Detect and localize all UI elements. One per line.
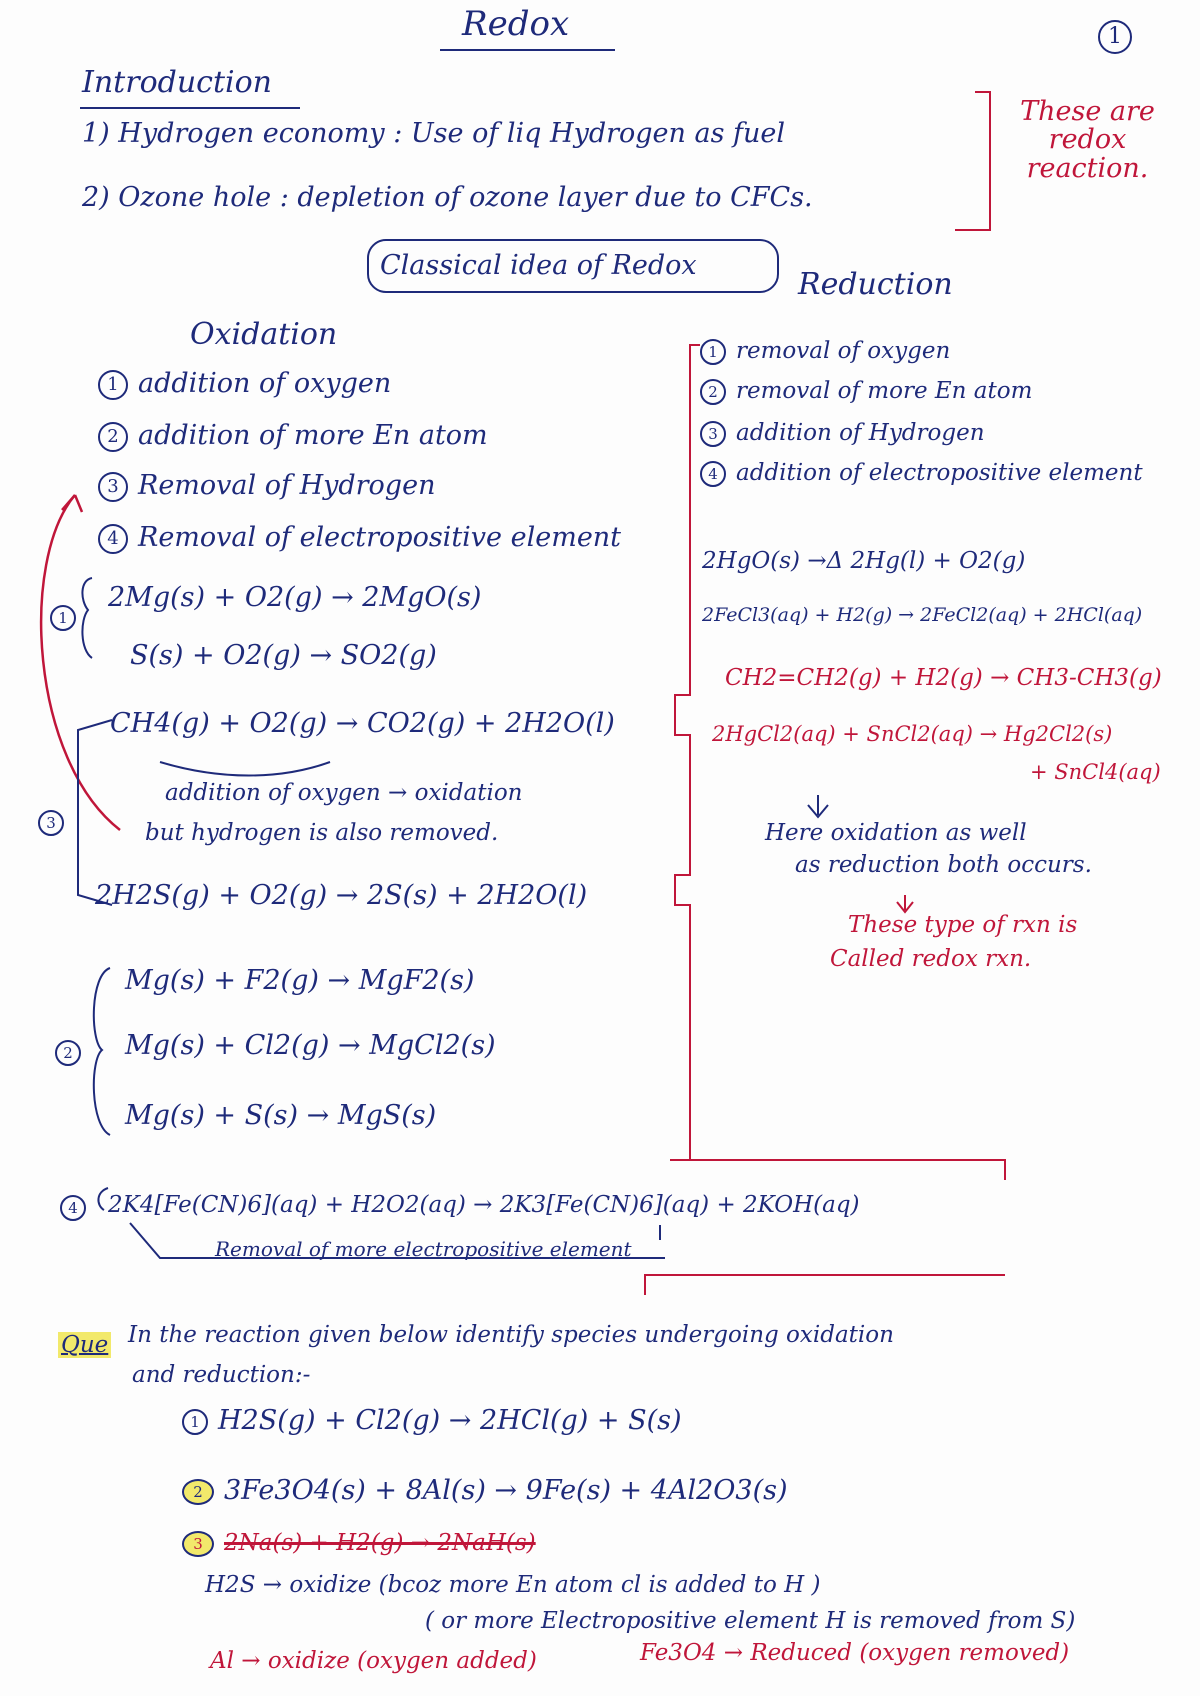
group-3-label — [38, 810, 74, 836]
reduction-note-2: as reduction both occurs. — [795, 852, 1092, 878]
question-eq-3-struck: 3 2Na(s) + H2(g) → 2NaH(s) — [182, 1530, 536, 1557]
number-badge: 2 — [98, 422, 128, 452]
oxidation-note-4: Removal of more electropositive element — [215, 1237, 632, 1261]
page-title: Redox — [462, 4, 570, 44]
question-eq-1: 1 H2S(g) + Cl2(g) → 2HCl(g) + S(s) — [182, 1405, 682, 1436]
number-badge: 1 — [700, 339, 726, 365]
question-line-1: In the reaction given below identify species undergoing oxidation — [128, 1322, 894, 1348]
number-badge: 2 — [182, 1479, 214, 1505]
reduction-eq-4a: 2HgCl2(aq) + SnCl2(aq) → Hg2Cl2(s) — [712, 722, 1113, 746]
number-badge: 4 — [60, 1195, 86, 1221]
oxidation-heading: Oxidation — [190, 317, 338, 352]
reduction-point-2: 2 removal of more En atom — [700, 378, 1032, 405]
reduction-point-3: 3 addition of Hydrogen — [700, 420, 985, 447]
classical-heading: Classical idea of Redox — [380, 250, 697, 281]
number-badge: 1 — [182, 1409, 208, 1435]
number-badge: 3 — [98, 472, 128, 502]
oxidation-point-1: 1 addition of oxygen — [98, 368, 391, 400]
oxidation-eq-3b: 2H2S(g) + O2(g) → 2S(s) + 2H2O(l) — [95, 880, 588, 911]
oxidation-note-3b: but hydrogen is also removed. — [145, 820, 499, 846]
question-line-2: and reduction:- — [132, 1362, 311, 1388]
oxidation-eq-1b: S(s) + O2(g) → SO2(g) — [130, 640, 437, 671]
reduction-eq-3: CH2=CH2(g) + H2(g) → CH3-CH3(g) — [725, 665, 1162, 691]
group-4-label — [60, 1195, 96, 1221]
question-eq-2: 2 3Fe3O4(s) + 8Al(s) → 9Fe(s) + 4Al2O3(s) — [182, 1475, 788, 1506]
intro-heading: Introduction — [82, 65, 272, 100]
oxidation-eq-2a: Mg(s) + F2(g) → MgF2(s) — [125, 965, 475, 996]
question-label: Que — [58, 1332, 111, 1358]
oxidation-note-3a: addition of oxygen → oxidation — [165, 780, 523, 806]
reduction-heading: Reduction — [798, 267, 953, 302]
answer-line-3: Al → oxidize (oxygen added) — [210, 1648, 537, 1674]
reduction-point-1: 1 removal of oxygen — [700, 338, 950, 365]
reduction-note-4: Called redox rxn. — [830, 946, 1032, 972]
number-badge: 2 — [55, 1040, 81, 1066]
oxidation-point-2: 2 addition of more En atom — [98, 420, 488, 452]
group-1-label — [50, 605, 86, 631]
number-badge: 4 — [700, 461, 726, 487]
reduction-note-3: These type of rxn is — [848, 912, 1078, 938]
group-2-label — [55, 1040, 91, 1066]
reduction-eq-1: 2HgO(s) →Δ 2Hg(l) + O2(g) — [702, 548, 1026, 574]
answer-line-4: Fe3O4 → Reduced (oxygen removed) — [640, 1640, 1070, 1666]
intro-item-2: 2) Ozone hole : depletion of ozone layer due to CFCs. — [82, 182, 813, 213]
oxidation-eq-1a: 2Mg(s) + O2(g) → 2MgO(s) — [108, 582, 482, 613]
page-number: 1 — [1098, 20, 1132, 54]
answer-line-1: H2S → oxidize (bcoz more En atom cl is added to H ) — [205, 1572, 821, 1598]
number-badge: 2 — [700, 379, 726, 405]
answer-line-2: ( or more Electropositive element H is removed from S) — [425, 1608, 1076, 1634]
number-badge: 3 — [182, 1531, 214, 1557]
oxidation-eq-2b: Mg(s) + Cl2(g) → MgCl2(s) — [125, 1030, 496, 1061]
number-badge: 1 — [50, 605, 76, 631]
reduction-point-4: 4 addition of electropositive element — [700, 460, 1143, 487]
reduction-note-1: Here oxidation as well — [765, 820, 1027, 846]
oxidation-point-4: 4 Removal of electropositive element — [98, 522, 621, 554]
reduction-eq-2: 2FeCl3(aq) + H2(g) → 2FeCl2(aq) + 2HCl(aq) — [702, 604, 1143, 626]
intro-item-1: 1) Hydrogen economy : Use of liq Hydrogen as fuel — [82, 118, 786, 149]
oxidation-eq-2c: Mg(s) + S(s) → MgS(s) — [125, 1100, 437, 1131]
number-badge: 3 — [38, 810, 64, 836]
oxidation-eq-3a: CH4(g) + O2(g) → CO2(g) + 2H2O(l) — [110, 708, 615, 739]
oxidation-eq-4: 2K4[Fe(CN)6](aq) + H2O2(aq) → 2K3[Fe(CN)6](aq) + 2KOH(aq) — [108, 1192, 860, 1218]
intro-note: These are redox reaction. — [1020, 96, 1155, 184]
number-badge: 1 — [98, 370, 128, 400]
oxidation-point-3: 3 Removal of Hydrogen — [98, 470, 435, 502]
reduction-eq-4b: + SnCl4(aq) — [1030, 760, 1161, 784]
number-badge: 4 — [98, 524, 128, 554]
number-badge: 3 — [700, 421, 726, 447]
